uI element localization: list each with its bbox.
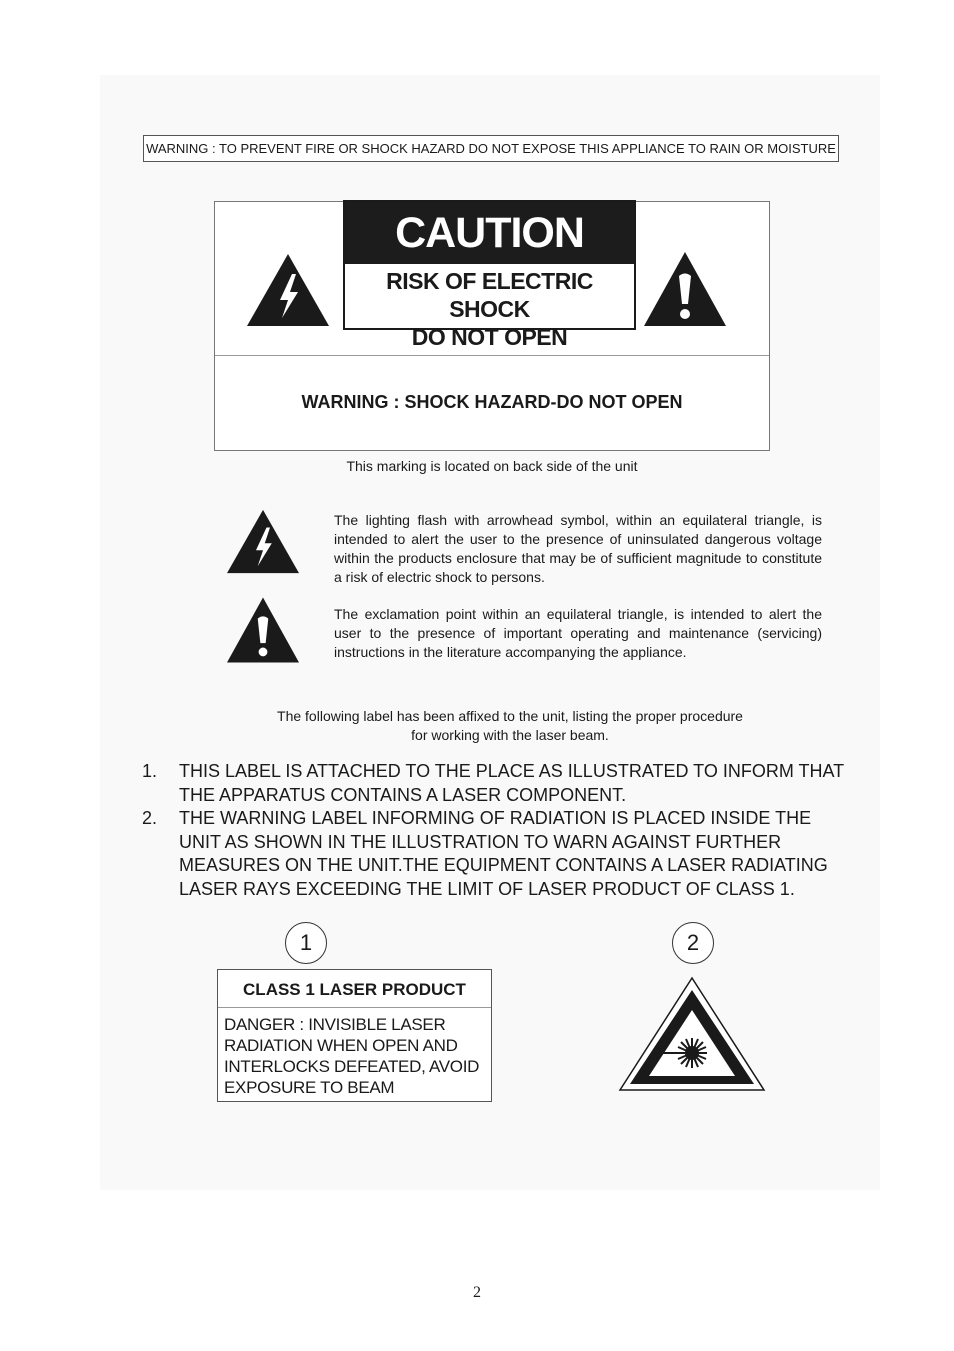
laser-label-body: DANGER : INVISIBLE LASER RADIATION WHEN OPEN AND INTERLOCKS DEFEATED, AVOID EXPOSURE TO BEAM bbox=[224, 1015, 480, 1097]
lightning-triangle-icon bbox=[227, 509, 299, 574]
symbol-description-lightning: The lighting flash with arrowhead symbol, within an equilateral triangle, is intended to alert the user to the presence of uninsulated dangerous voltage within the products enclosure that may be of sufficient magnitude to constitute a risk of electric shock to persons. bbox=[334, 512, 822, 585]
symbol-description-exclamation: The exclamation point within an equilateral triangle, is intended to alert the user to the presence of important operating and maintenance (servicing) instructions in the literature accompanying the appliance. bbox=[334, 606, 822, 660]
list-item-number: 2. bbox=[142, 808, 158, 828]
caution-heading: CAUTION bbox=[345, 202, 634, 264]
list-item-text: THIS LABEL IS ATTACHED TO THE PLACE AS ILLUSTRATED TO INFORM THAT THE APPARATUS CONTAINS A LASER COMPONENT. bbox=[179, 761, 844, 805]
laser-label-intro-line-1: The following label has been affixed to the unit, listing the proper procedure bbox=[277, 708, 743, 724]
caution-divider bbox=[215, 355, 769, 356]
illustration-number-1: 1 bbox=[285, 922, 327, 964]
caution-label-frame bbox=[214, 201, 770, 451]
laser-label-title: CLASS 1 LASER PRODUCT bbox=[218, 970, 491, 1008]
lightning-triangle-icon bbox=[247, 254, 329, 326]
page-number: 2 bbox=[473, 1284, 481, 1301]
caution-line-2: DO NOT OPEN bbox=[411, 324, 568, 350]
exclamation-triangle-icon bbox=[644, 252, 726, 326]
numbered-list bbox=[142, 760, 852, 901]
caution-box bbox=[343, 200, 636, 350]
shock-hazard-warning: WARNING : SHOCK HAZARD-DO NOT OPEN bbox=[301, 392, 683, 412]
list-item bbox=[142, 807, 852, 901]
caution-line-1: RISK OF ELECTRIC SHOCK bbox=[386, 268, 593, 322]
marking-note: This marking is located on back side of the unit bbox=[346, 458, 638, 474]
top-warning-banner: WARNING : TO PREVENT FIRE OR SHOCK HAZARD DO NOT EXPOSE THIS APPLIANCE TO RAIN OR MOISTURE bbox=[143, 135, 839, 162]
list-item-text: THE WARNING LABEL INFORMING OF RADIATION IS PLACED INSIDE THE UNIT AS SHOWN IN THE ILLUSTRATION TO WARN AGAINST FURTHER MEASURES ON THE UNIT.THE EQUIPMENT CONTAINS A LASER RADIATING LASER RAYS EXCEEDING THE LIMIT OF LASER PRODUCT OF CLASS 1. bbox=[179, 808, 828, 899]
illustration-number-2: 2 bbox=[672, 922, 714, 964]
list-item-number: 1. bbox=[142, 761, 158, 781]
class-1-laser-label bbox=[217, 969, 492, 1102]
laser-label-intro-line-2: for working with the laser beam. bbox=[411, 727, 609, 743]
list-item bbox=[142, 760, 852, 807]
laser-label-intro bbox=[200, 707, 820, 745]
laser-warning-triangle-icon bbox=[618, 976, 766, 1092]
exclamation-triangle-icon bbox=[227, 597, 299, 663]
